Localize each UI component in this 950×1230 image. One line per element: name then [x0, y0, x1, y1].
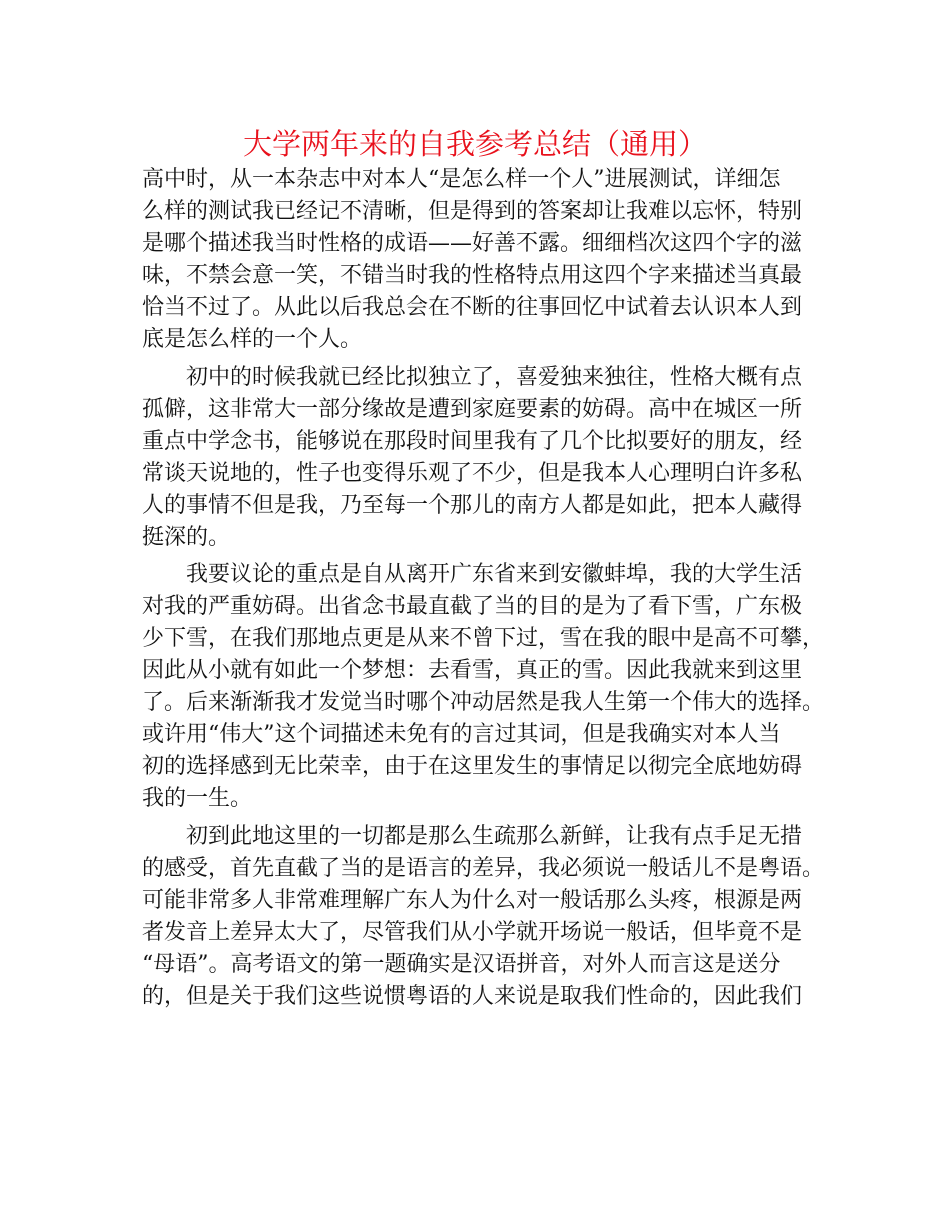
text-line: 者发音上差异太大了，尽管我们从小学就开场说一般话，但毕竟不是	[142, 919, 803, 945]
text-line: 的，但是关于我们这些说惯粤语的人来说是取我们性命的，因此我们	[142, 983, 803, 1009]
text-line: 常谈天说地的，性子也变得乐观了不少，但是我本人心理明白许多私	[142, 460, 803, 486]
text-line: 人的事情不但是我，乃至每一个那儿的南方人都是如此，把本人藏得	[142, 492, 803, 518]
document-title: 大学两年来的自我参考总结（通用）	[242, 127, 707, 161]
paragraph-1	[142, 164, 822, 356]
text-line: 的感受，首先直截了当的是语言的差异，我必须说一般话儿不是粤语。	[142, 855, 825, 881]
paragraph-4	[142, 821, 825, 1013]
text-line: 少下雪，在我们那地点更是从来不曾下过，雪在我的眼中是高不可攀，	[142, 626, 825, 652]
text-line: 孤僻，这非常大一部分缘故是遭到家庭要素的妨碍。高中在城区一所	[142, 396, 803, 422]
text-line: 可能非常多人非常难理解广东人为什么对一般话那么头疼，根源是两	[142, 887, 803, 913]
text-line: 味，不禁会意一笑，不错当时我的性格特点用这四个字来描述当真最	[142, 263, 803, 288]
text-line: 底是怎么样的一个人。	[142, 327, 363, 352]
paragraph-2	[142, 362, 822, 554]
text-line: 高中时，从一本杂志中对本人“是怎么样一个人”进展测试，详细怎	[142, 167, 781, 192]
text-line: 初到此地这里的一切都是那么生疏那么新鲜，让我有点手足无措	[142, 823, 803, 849]
text-line: 了。后来渐渐我才发觉当时哪个冲动居然是我人生第一个伟大的选择。	[142, 690, 825, 716]
text-line: 对我的严重妨碍。出省念书最直截了当的目的是为了看下雪，广东极	[142, 594, 803, 620]
text-line: 么样的测试我已经记不清晰，但是得到的答案却让我难以忘怀，特别	[142, 199, 803, 224]
text-line: “母语”。高考语文的第一题确实是汉语拼音，对外人而言这是送分	[142, 951, 781, 977]
text-line: 恰当不过了。从此以后我总会在不断的往事回忆中试着去认识本人到	[142, 295, 803, 320]
text-line: 或许用“伟大”这个词描述未免有的言过其词，但是我确实对本人当	[142, 722, 781, 748]
text-line: 我要议论的重点是自从离开广东省来到安徽蚌埠，我的大学生活	[142, 562, 803, 588]
paragraph-3	[142, 559, 825, 815]
document-body	[142, 164, 825, 1018]
text-line: 初的选择感到无比荣幸，由于在这里发生的事情足以彻完全底地妨碍	[142, 754, 803, 780]
text-line: 我的一生。	[142, 786, 253, 812]
text-line: 重点中学念书，能够说在那段时间里我有了几个比拟要好的朋友，经	[142, 428, 803, 454]
text-line: 挺深的。	[142, 524, 231, 550]
text-line: 因此从小就有如此一个梦想：去看雪，真正的雪。因此我就来到这里	[142, 658, 803, 684]
text-line: 是哪个描述我当时性格的成语——好善不露。细细档次这四个字的滋	[142, 231, 803, 256]
text-line: 初中的时候我就已经比拟独立了，喜爱独来独往，性格大概有点	[142, 364, 803, 390]
